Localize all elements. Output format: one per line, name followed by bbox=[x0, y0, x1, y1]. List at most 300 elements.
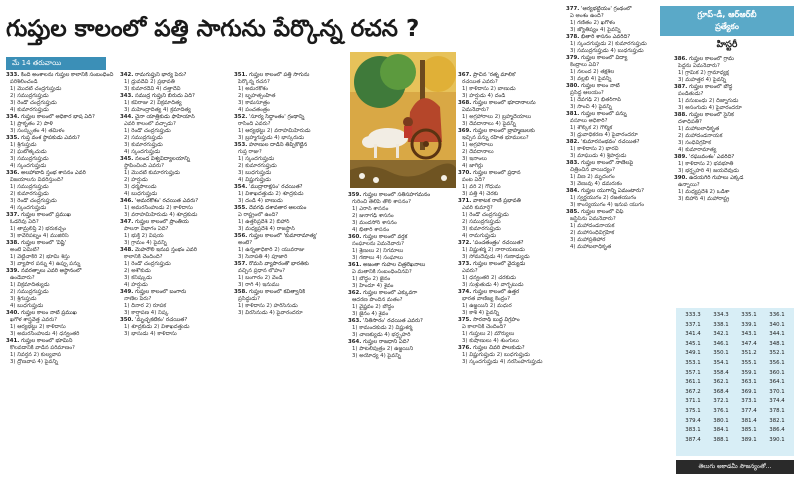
question-option: 1) దీనార 2) రూపక bbox=[124, 303, 167, 309]
question-option: 1) గణితం 2) ఖగోళం bbox=[570, 20, 616, 26]
question-stem: భితారి శాసనం ఎవరిది? bbox=[581, 34, 631, 40]
question-number: 384. bbox=[566, 188, 580, 194]
question-option: 1) కామందకుడు 2) విష్ణుశర్మ bbox=[352, 325, 413, 331]
question-option: 3) సంస్కృతం 4) తమిళం bbox=[10, 128, 65, 134]
question-option: 1) ఆర్యభట్టు 2) వరాహమిహిరుడు bbox=[238, 128, 311, 134]
question-option: 1) గ్రామిక 2) గ్రామాధ్యక్ష bbox=[678, 70, 729, 76]
answer-key-row bbox=[679, 388, 791, 398]
question-text bbox=[674, 112, 796, 119]
answer-key-cell: 357.1 bbox=[685, 369, 701, 376]
question-option: ఎవరి కాలంలో వచ్చాడు? bbox=[124, 121, 176, 127]
question-option: 1) విశాఖదత్తుడు 2) శూద్రకుడు bbox=[238, 191, 304, 197]
question-text bbox=[120, 219, 230, 226]
question-stem: గుప్తుల కాలంలో వైద్యుడు bbox=[473, 261, 526, 267]
question-option: పరిశీలించండి bbox=[10, 79, 38, 85]
question-text bbox=[120, 114, 230, 121]
question-stem: గుప్తుల కాలంలో బంగారు bbox=[135, 289, 187, 295]
question-option: సంఘాలను ఏమనేవారు? bbox=[352, 241, 405, 247]
question-text bbox=[566, 209, 670, 216]
question-option: 4) కుమారామాత్య bbox=[678, 147, 717, 153]
question-option: 4) స్కందగుప్తుడు bbox=[10, 163, 47, 169]
answer-key-row bbox=[679, 321, 791, 331]
question-text bbox=[6, 114, 116, 121]
question-stem: ఉదయగిరి గుహలు ఎక్కడ bbox=[689, 175, 744, 181]
question-text bbox=[120, 317, 230, 324]
question-option: 1) అగ్రహారాలు 2) బ్రహ్మదేయాలు bbox=[462, 114, 532, 120]
question-option: 1) మొదటి కుమారగుప్తుడు bbox=[124, 170, 181, 176]
question-option: ఏ కాలానికి చెందింది? bbox=[462, 324, 507, 330]
question-option: ఆదరణ పొందిన మతం? bbox=[352, 297, 403, 303]
question-stem: గుప్తుల కాలంలో బ్రాహ్మణులకు bbox=[473, 128, 535, 134]
answer-key-cell: 337.1 bbox=[685, 321, 701, 328]
question-number: 358. bbox=[234, 289, 248, 295]
question-option: పండితుడు? bbox=[678, 91, 704, 97]
question-option: 1) వసుబంధు 2) దిజ్నాగుడు bbox=[678, 98, 739, 104]
answer-key-cell: 346.1 bbox=[713, 340, 729, 347]
answer-key-cell: 355.1 bbox=[741, 359, 757, 366]
question-text bbox=[120, 198, 230, 205]
question-stem: 'మృచ్ఛకటికం' రచయిత? bbox=[135, 317, 188, 323]
question-text bbox=[234, 114, 344, 121]
question-option: 3) వేణువు 4) డమరుకం bbox=[570, 181, 623, 187]
question-option: విజయాలను వివరిస్తుంది? bbox=[10, 177, 64, 183]
answer-key-row bbox=[679, 330, 791, 340]
headline: గుప్తుల కాలంలో పత్తి సాగును పేర్కొన్న రచన ? bbox=[6, 16, 420, 42]
question-option: 1) మహాదండనాయక bbox=[570, 223, 615, 229]
question-option: 3) దండి 4) బాణుడు bbox=[238, 198, 283, 204]
question-option: కొలవడానికి వాడిన పరిమాణం? bbox=[10, 345, 75, 351]
answer-key-cell: 344.1 bbox=[769, 331, 785, 338]
question-option: 4) బుధగుప్తుడు bbox=[10, 303, 44, 309]
question-text bbox=[120, 289, 230, 296]
question-option: అంటే ఏమిటి? bbox=[10, 247, 40, 253]
question-stem: 'సూర్య సిద్ధాంతం' గ్రంథాన్ని bbox=[249, 114, 305, 120]
series-banner-line1: గ్రూప్-డీ, ఆర్ఆర్‌బీ bbox=[697, 10, 757, 19]
question-option: 3) మహత్తర 4) పైవన్నీ bbox=[678, 77, 727, 83]
continuation-tab: మే 14 తరువాయి bbox=[6, 57, 106, 70]
question-number: 388. bbox=[674, 112, 688, 118]
question-number: 367. bbox=[458, 72, 472, 78]
question-option: 4) విష్ణుగుప్తుడు bbox=[238, 177, 272, 183]
question-number: 346. bbox=[120, 198, 134, 204]
question-stem: 'అమరకోశం' రచయిత ఎవరు? bbox=[135, 198, 199, 204]
answer-key-cell: 348.1 bbox=[769, 340, 785, 347]
question-text bbox=[566, 139, 670, 146]
question-stem: నవరత్నాలు ఎవరి ఆస్థానంలో bbox=[21, 268, 82, 274]
question-option: 1) ఎరాన్ శాసనం bbox=[352, 206, 389, 212]
answer-key-cell: 360.1 bbox=[769, 369, 785, 376]
question-option: 3) రెండో చంద్రగుప్తుడు bbox=[10, 198, 57, 204]
question-option: 1) బంగారం 2) వెండి bbox=[238, 275, 283, 281]
question-option: 3) చాణక్యుడు 4) భర్తృహరి bbox=[352, 332, 411, 338]
question-option: 3) వీరసేనుడు 4) పైవారందరూ bbox=[238, 310, 303, 316]
question-option: 1) కాళిదాసు 2) హరిసేనుడు bbox=[238, 303, 298, 309]
question-stem: గుప్తుల కాలంలో వర్తక bbox=[363, 234, 408, 240]
question-option: 3) కాశీ 4) పైవన్నీ bbox=[462, 310, 500, 316]
question-number: 371. bbox=[458, 198, 472, 204]
question-option: 2) సముద్రగుప్తుడు bbox=[10, 93, 49, 99]
question-option: 3) బుధగుప్తుడు bbox=[238, 170, 272, 176]
answer-key-row bbox=[679, 349, 791, 359]
answer-key-row bbox=[679, 359, 791, 369]
question-option: 3) స్కందగుప్తుడు 4) నరసింహగుప్తుడు bbox=[462, 359, 543, 365]
question-text bbox=[566, 188, 670, 195]
question-number: 350. bbox=[120, 317, 134, 323]
answer-key-cell: 362.1 bbox=[713, 379, 729, 386]
question-option: 2) సముద్రగుప్తుడు bbox=[462, 219, 501, 225]
answer-key-cell: 383.1 bbox=[685, 427, 701, 434]
answer-key-cell: 385.1 bbox=[741, 427, 757, 434]
question-number: 355. bbox=[234, 205, 248, 211]
question-stem: సముద్ర గుప్తుని బిరుదు ఏది? bbox=[135, 93, 195, 99]
question-text bbox=[458, 345, 562, 352]
answer-key-cell: 378.1 bbox=[769, 407, 785, 414]
question-stem: గుప్తుల కాలం నాటి ప్రముఖ bbox=[21, 310, 77, 316]
credit-footer: తెలుగు అకాడమీ సౌజన్యంతో... bbox=[676, 460, 794, 474]
question-option: 3) కామసూత్రం bbox=[238, 100, 270, 106]
question-option: నాణేల పేరు? bbox=[124, 296, 152, 302]
question-number: 370. bbox=[458, 170, 472, 176]
question-option: 3) సుశ్రుతుడు 4) వాగ్భటుడు bbox=[462, 282, 524, 288]
question-stem: దేవగఢ్ దశావతార ఆలయం bbox=[249, 205, 307, 211]
question-option: 3) భాసుడు 4) కాళిదాసు bbox=[124, 331, 177, 337]
question-text bbox=[348, 318, 458, 325]
question-option: 4) హర్షుడు bbox=[124, 282, 148, 288]
question-option: 4) కుమారగుప్తుడు bbox=[10, 107, 49, 113]
question-option: ఖగోళ శాస్త్రవేత్త ఎవరు? bbox=[10, 317, 58, 323]
question-option: 1) గుప్తులు 2) మౌర్యులు bbox=[462, 331, 515, 337]
question-text bbox=[566, 6, 670, 13]
question-text bbox=[234, 289, 344, 296]
question-text bbox=[458, 72, 562, 79]
answer-key-row bbox=[679, 436, 791, 446]
question-stem: గుప్తుల కాలంలో భూమిని bbox=[21, 338, 73, 344]
question-number: 340. bbox=[6, 310, 20, 316]
question-option: ఏమనేవారు? bbox=[462, 107, 489, 113]
question-stem: గుప్తుల కాలంలో సతీసహగమనం bbox=[363, 192, 431, 198]
question-option: 4) మహాబలాధికృత bbox=[570, 244, 612, 250]
question-option: రచయిత ఎవరు? bbox=[462, 79, 498, 85]
answer-key-cell: 370.1 bbox=[769, 388, 785, 395]
question-text bbox=[6, 135, 116, 142]
answer-key-cell: 371.1 bbox=[685, 398, 701, 405]
question-option: 1) నలంద 2) తక్షశిల bbox=[570, 69, 615, 75]
question-option: దళాధిపతి? bbox=[678, 119, 702, 125]
question-number: 373. bbox=[458, 261, 472, 267]
question-text bbox=[234, 233, 344, 240]
question-text bbox=[458, 289, 562, 296]
question-stem: గుప్తుల యుగాన్ని ఏమంటారు? bbox=[581, 188, 644, 194]
question-option: 3) వల్లభి 4) పైవన్నీ bbox=[570, 76, 612, 82]
question-option: 1) కాళిదాసు 2) భవభూతి bbox=[678, 161, 734, 167]
answer-key-cell: 375.1 bbox=[685, 407, 701, 414]
question-option: 3) కార్షాపణ 4) నిష్క bbox=[124, 310, 169, 316]
question-option: 1) వైష్ణవం 2) బౌద్ధం bbox=[352, 304, 395, 310]
question-option: కేంద్రాలు ఏవి? bbox=[570, 62, 600, 68]
question-column-6 bbox=[566, 6, 670, 480]
question-option: 4) జాగీర్లు bbox=[462, 163, 484, 169]
question-text bbox=[348, 262, 458, 269]
question-stem: 'ముద్రారాక్షసం' రచయిత? bbox=[249, 184, 303, 190]
answer-key-cell: 367.2 bbox=[685, 388, 701, 395]
answer-key-row bbox=[679, 407, 791, 417]
question-option: 1) మహాబలాధికృత bbox=[678, 126, 720, 132]
answer-key-cell: 380.1 bbox=[713, 417, 729, 424]
question-option: 3) మందసోర్ శాసనం bbox=[352, 220, 397, 226]
question-option: 3) హిందూ 4) శైవం bbox=[352, 283, 394, 289]
answer-key-cell: 333.3 bbox=[685, 312, 701, 318]
question-option: 2) బృహత్సంహిత bbox=[238, 93, 276, 99]
question-number: 374. bbox=[458, 289, 472, 295]
question-option: ఓడరేవు ఏది? bbox=[10, 219, 39, 225]
answer-key-table bbox=[679, 311, 791, 445]
answer-key-cell: 350.1 bbox=[713, 350, 729, 357]
question-option: 1) శ్రేణులు 2) నిగమాలు bbox=[352, 248, 404, 254]
answer-key-cell: 384.1 bbox=[713, 427, 729, 434]
question-stem: చైనా యాత్రికుడు ఫాహియాన్ bbox=[135, 114, 195, 120]
question-option: 3) గణాలు 4) సంఘాలు bbox=[352, 255, 403, 261]
question-column-2 bbox=[120, 72, 230, 480]
answer-key-cell: 372.1 bbox=[713, 398, 729, 405]
question-option: 3) ఇనాంలు bbox=[462, 156, 487, 162]
question-option: 3) సోమదేవుడు 4) గుణాఢ్యుడు bbox=[462, 254, 530, 260]
question-stem: గుప్తుల కాలంలో నాణేలపై bbox=[581, 160, 634, 166]
question-stem: రామగుప్తుని భార్య పేరు? bbox=[135, 72, 187, 78]
question-text bbox=[120, 156, 230, 163]
question-option: 1) నివర్తన 2) కుల్యవాప bbox=[10, 352, 62, 358]
question-option: 3) కావేరిపట్నం 4) ముజిరిస్ bbox=[10, 233, 69, 239]
question-option: 3) గ్రామం 4) పైవన్నీ bbox=[124, 240, 167, 246]
question-number: 386. bbox=[674, 56, 688, 62]
question-stem: గుప్తుల కాలంలో 'కుమారామాత్య' bbox=[249, 233, 318, 239]
answer-key-cell: 364.1 bbox=[769, 379, 785, 386]
answer-key-cell: 376.1 bbox=[713, 407, 729, 414]
question-option: భారత వాణిజ్య కేంద్రం? bbox=[462, 296, 510, 302]
question-option: 1) శ్రీగుప్తుడు bbox=[10, 142, 37, 148]
question-number: 364. bbox=[348, 339, 362, 345]
question-stem: అలహాబాద్ స్తంభ శాసనం ఎవరి bbox=[21, 170, 86, 176]
question-text bbox=[120, 72, 230, 79]
question-stem: 'రఘువంశం' ఎవరిది? bbox=[689, 154, 735, 160]
answer-key-cell: 368.4 bbox=[713, 388, 729, 395]
question-number: 336. bbox=[6, 170, 20, 176]
question-option: అంటే? bbox=[238, 240, 253, 246]
question-stem: గుప్తుల కాలంలో చీఫ్ bbox=[581, 209, 624, 215]
answer-key-cell: 342.1 bbox=[713, 331, 729, 338]
question-option: రాసింది ఎవరు? bbox=[238, 121, 271, 127]
question-stem: గుప్తుల కాలం నాటి bbox=[581, 83, 620, 89]
question-text bbox=[458, 170, 562, 177]
question-option: 3) కాంస్యయుగం 4) ఇనుప యుగం bbox=[570, 202, 645, 208]
question-option: 3) కుషాణులు 4) శుంగులు bbox=[462, 338, 519, 344]
question-option: ఎవరు? bbox=[462, 268, 478, 274]
question-option: 1) బౌద్ధం 2) జైనం bbox=[352, 276, 391, 282]
question-text bbox=[234, 205, 344, 212]
question-option: 3) మధ్యప్రదేశ్ 4) రాజస్థాన్ bbox=[238, 226, 295, 232]
question-option: 1) రెండో చంద్రగుప్తుడు bbox=[124, 261, 171, 267]
question-text bbox=[120, 93, 230, 100]
question-option: వచ్చిన ప్రధాన లోహం? bbox=[238, 268, 286, 274]
question-number: 390. bbox=[674, 175, 688, 181]
question-option: వసూలు అధికారి? bbox=[570, 118, 608, 124]
question-stem: రోమన్ వ్యాపారంతో భారత్‌కు bbox=[249, 261, 309, 267]
question-option: 2) దేవదానాలు bbox=[462, 149, 494, 155]
question-option: 1) వెట్టిచాకిరి 2) భూమి శిస్తు bbox=[10, 254, 70, 260]
question-option: ఇచ్చిన పన్ను రహిత భూములు? bbox=[462, 135, 529, 141]
answer-key-cell: 361.1 bbox=[685, 379, 701, 386]
question-option: 1) ఉన్నతాధికారి 2) యువరాజు bbox=[238, 247, 305, 253]
question-option: 3) సంధివిగ్రహిక bbox=[678, 140, 711, 146]
question-text bbox=[234, 72, 344, 79]
question-option: 1) కవిరాజు 2) విక్రమాదిత్య bbox=[124, 100, 182, 106]
question-option: 2) కుమారగుప్తుడు bbox=[10, 191, 49, 197]
answer-key-row bbox=[679, 369, 791, 379]
question-text bbox=[234, 261, 344, 268]
question-number: 381. bbox=[566, 111, 580, 117]
question-stem: నలంద విశ్వవిద్యాలయాన్ని bbox=[135, 156, 190, 162]
question-option: 3) అమరసింహుడు 4) ధన్వంతరి bbox=[10, 331, 80, 337]
answer-key-cell: 386.4 bbox=[769, 427, 785, 434]
question-stem: గుప్తుల కాలంలో 'విష్టి' bbox=[21, 240, 67, 246]
answer-key-cell: 379.4 bbox=[685, 417, 701, 424]
question-number: 377. bbox=[566, 6, 580, 12]
question-text bbox=[674, 56, 796, 63]
question-stem: వాకాటక రాణి ప్రభావతి bbox=[473, 198, 521, 204]
question-option: 3) కుమారదేవి 4) దత్తాదేవి bbox=[124, 86, 181, 92]
question-text bbox=[348, 192, 458, 199]
question-option: 1) ఉజ్జయిని 2) మధుర bbox=[462, 303, 512, 309]
question-text bbox=[566, 160, 670, 167]
question-stem: గుప్తుల కాలంలో విద్యా bbox=[581, 55, 628, 61]
question-number: 339. bbox=[6, 268, 20, 274]
question-option: గుప్త రాజు? bbox=[238, 149, 262, 155]
question-option: 3) వరాహమిహిరుడు 4) శూద్రకుడు bbox=[124, 212, 198, 218]
question-option: పంట ఏది? bbox=[462, 177, 485, 183]
question-option: 3) భర్తృహరి 4) జయదేవుడు bbox=[678, 168, 739, 174]
question-option: 1) స్కందగుప్తుడు 2) కుమారగుప్తుడు bbox=[570, 41, 647, 47]
question-column-4 bbox=[348, 192, 458, 480]
question-number: 333. bbox=[6, 72, 20, 78]
answer-key-cell: 387.4 bbox=[685, 436, 701, 443]
question-text bbox=[6, 212, 116, 219]
answer-key-row bbox=[679, 426, 791, 436]
answer-key-cell: 390.1 bbox=[769, 436, 785, 443]
question-text bbox=[566, 34, 670, 41]
question-number: 354. bbox=[234, 184, 248, 190]
question-text bbox=[234, 142, 344, 149]
question-stem: 'నీతిసారం' రచయిత ఎవరు? bbox=[363, 318, 423, 324]
question-stem: గుప్తుల కాలంలో భూదానాలను bbox=[473, 100, 536, 106]
painting-image bbox=[350, 52, 456, 188]
question-option: ప్రసిద్ధ ఆలయం? bbox=[570, 90, 604, 96]
question-option: 1) శౌల్కిక 2) గౌల్మిక bbox=[570, 125, 613, 131]
question-text bbox=[120, 247, 230, 254]
question-stem: గుప్తుల చివరి పాలకుడు? bbox=[473, 345, 525, 351]
answer-key-row bbox=[679, 417, 791, 427]
question-number: 361. bbox=[348, 262, 362, 268]
question-option: 1) స్వర్ణయుగం 2) రజతయుగం bbox=[570, 195, 637, 201]
question-text bbox=[458, 317, 562, 324]
question-option: 2) కుమారగుప్తుడు bbox=[238, 163, 277, 169]
answer-key-cell: 334.3 bbox=[713, 312, 729, 318]
question-text bbox=[348, 234, 458, 241]
question-option: 2) అశోకుడు bbox=[124, 268, 151, 274]
question-option: 3) సముద్రగుప్తుడు bbox=[10, 156, 49, 162]
answer-key-cell: 374.4 bbox=[769, 398, 785, 405]
question-option: 1) అమరకోశం bbox=[238, 86, 268, 92]
subject-title: హిస్టరీ bbox=[716, 40, 738, 50]
question-stem: హూణుల దాడిని తిప్పికొట్టిన bbox=[249, 142, 308, 148]
question-option: 4) బుధగుప్తుడు bbox=[124, 191, 158, 197]
question-option: ఉన్నాయి? bbox=[678, 182, 700, 188]
question-option: 2) హర్షుడు bbox=[124, 177, 148, 183]
question-option: 1) భుక్తి 2) విషయ bbox=[124, 233, 164, 239]
question-option: ఏ మతానికి సంబంధించినవి? bbox=[352, 269, 412, 275]
question-number: 348. bbox=[120, 247, 134, 253]
question-stem: గుప్తుల కాలంలో కవిత్వానికి bbox=[249, 289, 306, 295]
question-option: 1) ఆర్యభట్టు 2) కాళిదాసు bbox=[10, 324, 66, 330]
answer-key-cell: 359.1 bbox=[741, 369, 757, 376]
answer-key-cell: 363.1 bbox=[741, 379, 757, 386]
answer-key-cell: 338.1 bbox=[713, 321, 729, 328]
question-option: ప్రసిద్ధుడు? bbox=[238, 296, 261, 302]
answer-key-cell: 343.1 bbox=[741, 331, 757, 338]
question-stem: గుప్తుల కాలంలో పత్తి సాగును bbox=[249, 72, 310, 78]
answer-key-cell: 336.1 bbox=[769, 312, 785, 318]
question-option: 3) శ్రీగుప్తుడు bbox=[10, 296, 37, 302]
question-option: 1) విష్ణుశర్మ 2) నారాయణుడు bbox=[462, 247, 525, 253]
question-stem: 'కుమారసంభవం' రచయిత? bbox=[581, 139, 640, 145]
question-option: 3) సముద్రగుప్తుడు 4) బుధగుప్తుడు bbox=[570, 48, 644, 54]
question-stem: గుప్తుల కాలంలో ఎక్కువగా bbox=[363, 290, 418, 296]
question-number: 378. bbox=[566, 34, 580, 40]
question-text bbox=[6, 268, 116, 275]
question-option: 1) ప్రాకృతం 2) పాళీ bbox=[10, 121, 53, 127]
question-stem: గుప్తుల కాలంలో ప్రధాన bbox=[473, 170, 521, 176]
question-text bbox=[458, 261, 562, 268]
answer-key-cell: 358.4 bbox=[713, 369, 729, 376]
question-stem: గుప్తుల కాలంలో బౌద్ధ bbox=[689, 84, 733, 90]
question-number: 337. bbox=[6, 212, 20, 218]
question-option: 1) అగ్రహారాలు bbox=[462, 142, 494, 148]
question-option: 3) వ్యాపార పన్ను 4) ఉప్పు పన్ను bbox=[10, 261, 81, 267]
answer-key-cell: 369.1 bbox=[741, 388, 757, 395]
question-option: 3) బ్రహ్మగుప్తుడు 4) భాస్కరుడు bbox=[238, 135, 305, 141]
question-text bbox=[566, 55, 670, 62]
question-number: 369. bbox=[458, 128, 472, 134]
question-option: 2) సముద్రగుప్తుడు bbox=[10, 289, 49, 295]
answer-key-cell: 349.1 bbox=[685, 350, 701, 357]
question-column-1 bbox=[6, 72, 116, 480]
answer-key-cell: 353.1 bbox=[685, 359, 701, 366]
question-option: 1) మధ్యప్రదేశ్ 2) ఒడిశా bbox=[678, 189, 730, 195]
question-option: 3) జైనం 4) శైవం bbox=[352, 311, 389, 317]
question-option: 4) స్కందగుప్తుడు bbox=[10, 205, 47, 211]
question-number: 389. bbox=[674, 154, 688, 160]
question-number: 363. bbox=[348, 318, 362, 324]
question-text bbox=[6, 170, 116, 177]
question-option: పేర్కొన్న రచన? bbox=[238, 79, 270, 85]
question-number: 352. bbox=[234, 114, 248, 120]
question-text bbox=[566, 111, 670, 118]
question-option: 4) పంచతంత్రం bbox=[238, 107, 270, 113]
question-stem: అజంతా గుహల చిత్రలేఖనాలు bbox=[363, 262, 426, 268]
question-text bbox=[458, 198, 562, 205]
question-text bbox=[458, 240, 562, 247]
answer-key-cell: 377.4 bbox=[741, 407, 757, 414]
question-option: 1) శూద్రకుడు 2) విశాఖదత్తుడు bbox=[124, 324, 190, 330]
answer-key-cell: 335.1 bbox=[741, 312, 757, 318]
